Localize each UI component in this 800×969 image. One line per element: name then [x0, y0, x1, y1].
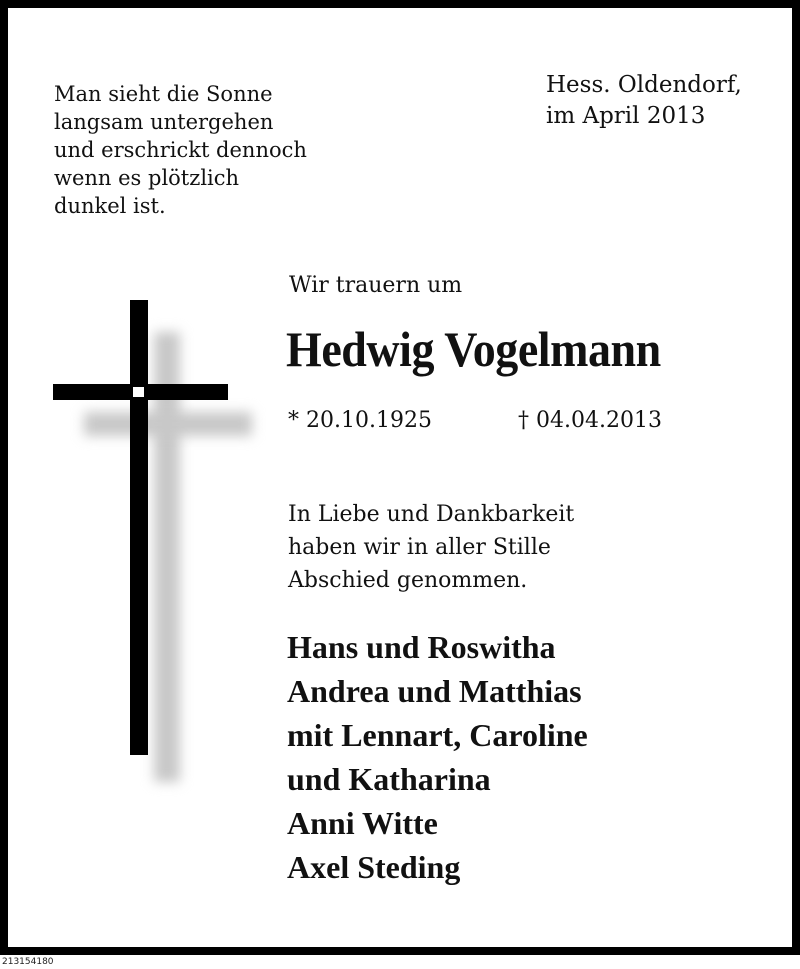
- mourner-line: und Katharina: [287, 761, 491, 797]
- mourner-line: Axel Steding: [287, 849, 461, 885]
- cross-icon: [48, 298, 278, 798]
- cross-vertical-beam: [130, 300, 148, 755]
- cross-shadow-horizontal: [84, 412, 252, 436]
- mourner-line: Hans und Roswitha: [287, 629, 556, 665]
- farewell-text: In Liebe und Dankbarkeit haben wir in aller Stille Abschied genommen.: [288, 502, 575, 593]
- birth-date: * 20.10.1925: [288, 408, 432, 433]
- death-date: † 04.04.2013: [518, 408, 662, 433]
- deceased-name: Hedwig Vogelmann: [286, 321, 661, 377]
- ad-id: 213154180: [2, 957, 54, 967]
- cross-center-highlight: [133, 387, 144, 397]
- mourner-line: Anni Witte: [287, 805, 438, 841]
- mourner-line: Andrea und Matthias: [287, 673, 582, 709]
- mourning-intro: Wir trauern um: [289, 273, 463, 298]
- place-and-date: Hess. Oldendorf, im April 2013: [546, 72, 742, 129]
- poem-text: Man sieht die Sonne langsam untergehen und erschrickt dennoch wenn es plötzlich dunkel ist.: [54, 82, 307, 218]
- mourner-line: mit Lennart, Caroline: [287, 717, 588, 753]
- mourners-list: [287, 625, 588, 889]
